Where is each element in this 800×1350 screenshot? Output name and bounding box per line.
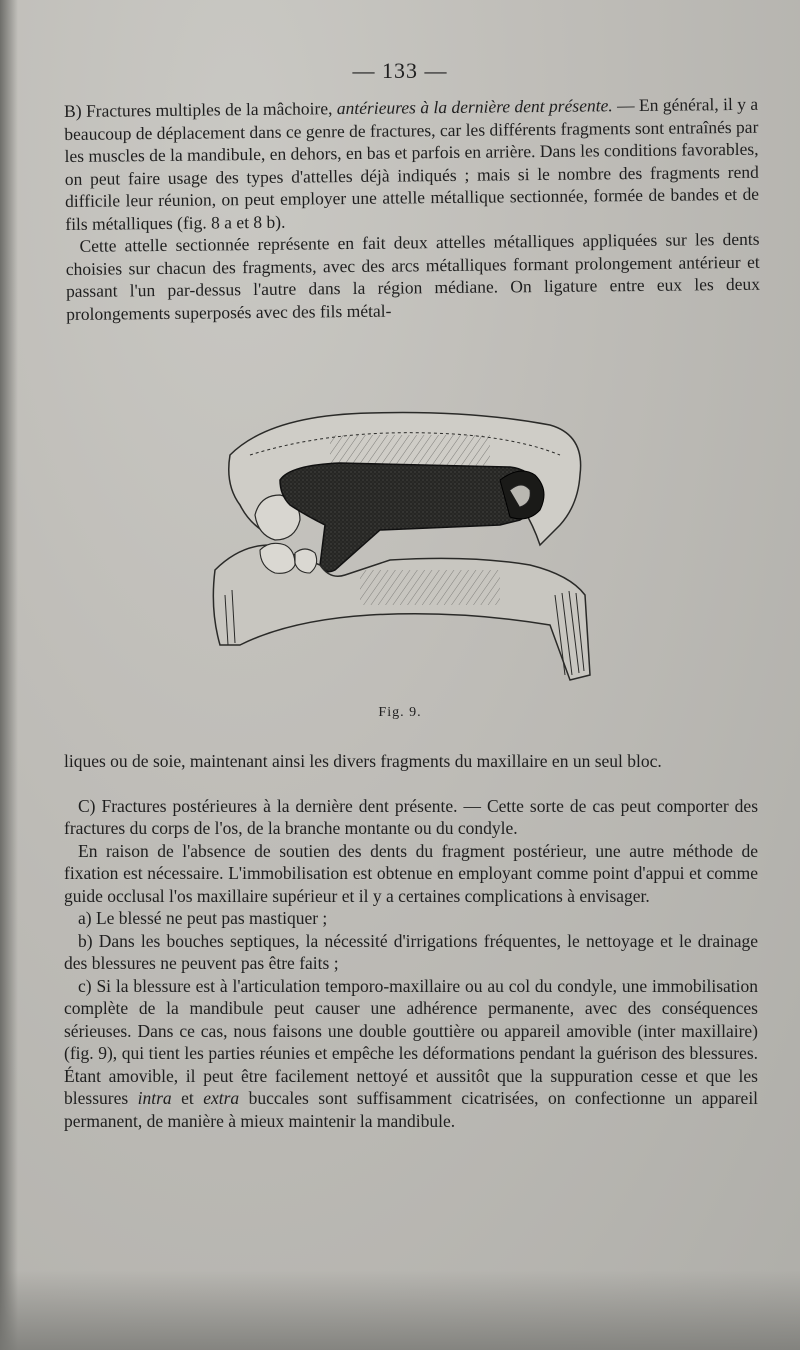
lower-text-block (64, 750, 758, 1132)
item-c-extra: extra (203, 1088, 240, 1108)
para-b-body: — En général, il y a beaucoup de déplacement dans ce genre de fractures, car les différents fragments sont entraînés par les muscles de la mandibule, en dehors, en bas et parfois en arrière. Dans les conditions favorables, on peut faire usage des types d'attelles déjà indiqués ; mais si le nombre des fragments rend difficile leur réunion, on peut employer une attelle métallique sectionnée, formée de bandes et de fils métalliques (fig. 8 a et 8 b). (64, 93, 760, 234)
para-b-heading-italic: antérieures à la dernière dent présente. (336, 95, 613, 119)
page-number: — 133 — (352, 58, 448, 83)
list-item-b: b) Dans les bouches septiques, la nécessité d'irrigations fréquentes, le nettoyage et le drainage des blessures ne peuvent pas être faits ; (64, 930, 758, 973)
dark-splint (280, 463, 536, 572)
paragraph-c (64, 795, 758, 840)
para-c-heading: C) Fractures postérieures à la dernière dent présente. (78, 795, 458, 816)
list-item-a: a) Le blessé ne peut pas mastiquer ; (78, 908, 328, 928)
figure-caption: Fig. 9. (378, 705, 422, 720)
paragraph-continuation: liques ou de soie, maintenant ainsi les divers fragments du maxillaire en un seul bloc. (64, 751, 662, 771)
list-item-c (64, 975, 758, 1133)
item-c-et: et (181, 1088, 194, 1108)
bottom-shadow (0, 1270, 800, 1350)
binding-shadow (0, 0, 18, 1350)
figure-9-dental-splint-illustration (210, 395, 610, 695)
para-b-heading: B) Fractures multiples de la mâchoire, (64, 98, 333, 121)
paragraph-b (64, 93, 759, 235)
item-c-intra: intra (137, 1088, 172, 1108)
paragraph-attelle: Cette attelle sectionnée représente en fait deux attelles métalliques appliquées sur les dents choisies sur chacun des fragments, avec des arcs métalliques formant prolongement antérieur et passant l'un par-dessus l'autre dans la région médiane. On ligature entre eux les deux prolongements superposés avec des fils métal- (65, 228, 761, 324)
paragraph-raison: En raison de l'absence de soutien des dents du fragment postérieur, une autre méthode de fixation est nécessaire. L'immobilisation est obtenue en employant comme point d'appui et comme guide occlusal l'os maxillaire supérieur et il y a certaines complications à envisager. (64, 840, 758, 906)
item-c-part2: buccales sont suffisamment cicatrisées, on confectionne un appareil permanent, de manière à mieux maintenir la mandibule. (64, 1088, 759, 1131)
para-c-body: — Cette sorte de cas peut comporter des fractures du corps de l'os, de la branche montante ou du condyle. (64, 795, 759, 838)
upper-text-block (64, 93, 760, 325)
item-c-part1: c) Si la blessure est à l'articulation temporo-maxillaire ou au col du condyle, une immobilisation complète de la mandibule peut causer une adhérence permanente, avec des conséquences sérieuses. Dans ce cas, nous faisons une double gouttière ou appareil amovible (inter maxillaire) (fig. 9), qui tient les parties réunies et empêche les déformations pendant la guérison des blessures. Étant amovible, il peut être facilement nettoyé et aussitôt que la suppuration cesse et que les blessures (64, 975, 758, 1108)
